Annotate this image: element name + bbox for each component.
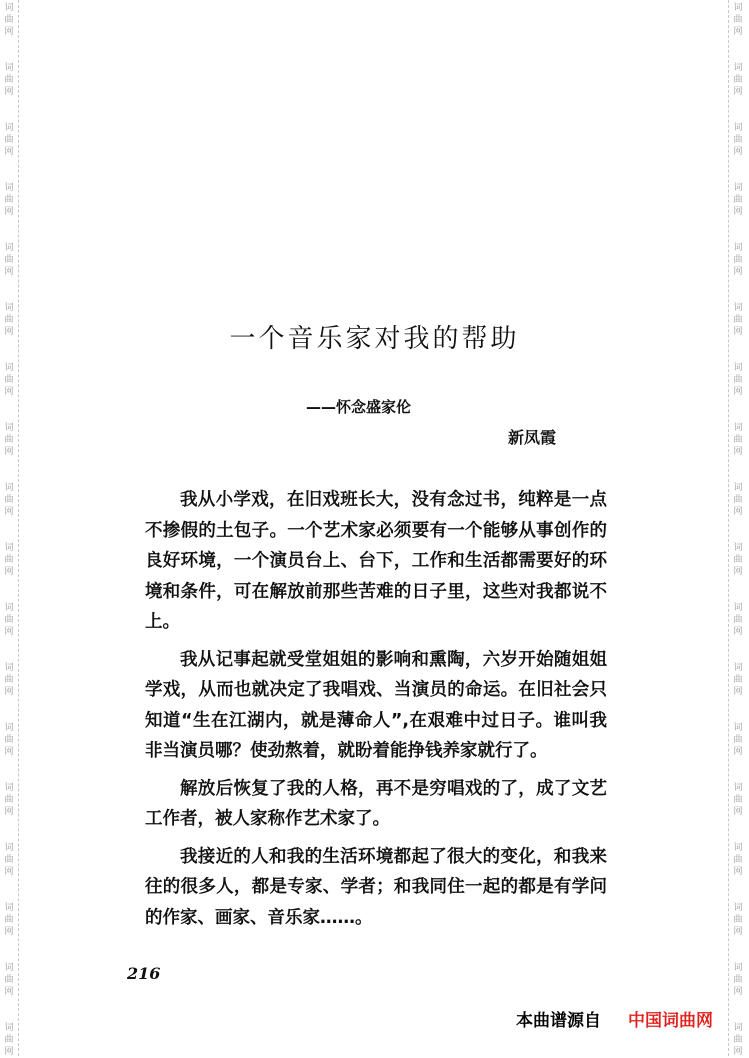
watermark-text: 词 曲 网 [733,543,743,577]
article-title: 一个音乐家对我的帮助 [229,324,520,354]
article-body [145,485,607,940]
watermark-text: 词 曲 网 [4,243,14,277]
watermark-text: 词 曲 网 [733,3,743,37]
watermark-text: 词 曲 网 [733,63,743,97]
watermark-text: 词 曲 网 [4,3,14,37]
paragraph: 我从小学戏，在旧戏班长大，没有念过书，纯粹是一点不掺假的土包子。一个艺术家必须要有一个能够从事创作的良好环境，一个演员台上、台下，工作和生活都需要好的环境和条件，可在解放前那些苦难的日子里，这些对我都说不上。 [145,490,607,632]
watermark-text: 词 曲 网 [733,783,743,817]
watermark-text: 词 曲 网 [733,843,743,877]
watermark-text: 词 曲 网 [733,663,743,697]
watermark-text: 词 曲 网 [4,183,14,217]
watermark-text: 词 曲 网 [733,603,743,637]
watermark-text: 词 曲 网 [4,63,14,97]
watermark-text: 词 曲 网 [4,783,14,817]
page-number: 216 [127,964,161,983]
watermark-text: 词 曲 网 [4,363,14,397]
watermark-text: 词 曲 网 [733,963,743,997]
watermark-text: 词 曲 网 [4,1023,14,1057]
watermark-text: 词 曲 网 [733,1023,743,1057]
watermark-text: 词 曲 网 [733,363,743,397]
watermark-text: 词 曲 网 [733,183,743,217]
right-watermark-column [728,0,747,1056]
watermark-text: 词 曲 网 [733,123,743,157]
source-label: 本曲谱源自 [516,1011,601,1031]
left-watermark-column [0,0,19,1056]
paragraph: 我从记事起就受堂姐姐的影响和熏陶，六岁开始随姐姐学戏，从而也就决定了我唱戏、当演员的命运。在旧社会只知道“生在江湖内，就是薄命人”,在艰难中过日子。谁叫我非当演员哪？使劲熬着，就盼着能挣钱养家就行了。 [145,649,607,761]
watermark-text: 词 曲 网 [733,483,743,517]
watermark-text: 词 曲 网 [4,423,14,457]
watermark-text: 词 曲 网 [733,903,743,937]
watermark-text: 词 曲 网 [4,663,14,697]
watermark-text: 词 曲 网 [4,603,14,637]
watermark-text: 词 曲 网 [4,123,14,157]
watermark-text: 词 曲 网 [4,843,14,877]
paragraph: 我接近的人和我的生活环境都起了很大的变化，和我来往的很多人，都是专家、学者；和我同住一起的都是有学问的作家、画家、音乐家……。 [145,846,607,928]
watermark-text: 词 曲 网 [4,963,14,997]
article-author: 新凤霞 [508,428,557,447]
watermark-text: 词 曲 网 [4,723,14,757]
article-subtitle: ——怀念盛家伦 [306,398,412,416]
watermark-text: 词 曲 网 [4,543,14,577]
watermark-text: 词 曲 网 [733,423,743,457]
source-site-link[interactable]: 中国词曲网 [628,1011,713,1031]
watermark-text: 词 曲 网 [733,243,743,277]
watermark-text: 词 曲 网 [733,303,743,337]
watermark-text: 词 曲 网 [4,903,14,937]
watermark-text: 词 曲 网 [4,483,14,517]
watermark-text: 词 曲 网 [4,303,14,337]
paragraph: 解放后恢复了我的人格，再不是穷唱戏的了，成了文艺工作者，被人家称作艺术家了。 [145,778,607,829]
watermark-text: 词 曲 网 [733,723,743,757]
